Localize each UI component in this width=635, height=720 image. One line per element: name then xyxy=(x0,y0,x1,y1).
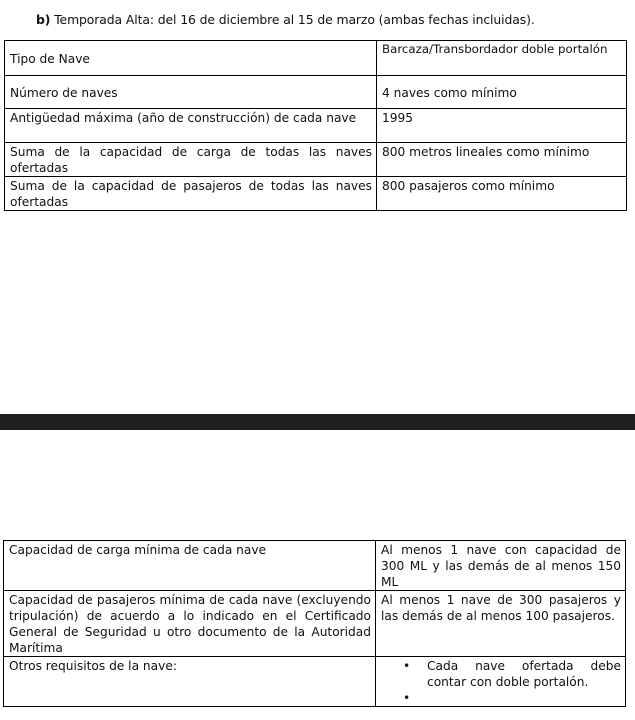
row-label: Otros requisitos de la nave: xyxy=(4,657,376,707)
table-row xyxy=(5,177,627,211)
table-row xyxy=(5,109,627,143)
row-label: Tipo de Nave xyxy=(5,41,377,76)
row-label: Capacidad de carga mínima de cada nave xyxy=(4,541,376,591)
page-separator-band xyxy=(0,414,635,430)
table-row xyxy=(4,541,626,591)
row-value: Barcaza/Transbordador doble portalón xyxy=(377,41,627,76)
other-requirements-list xyxy=(381,658,621,706)
row-value: Al menos 1 nave con capacidad de 300 ML y las demás de al menos 150 ML xyxy=(376,541,626,591)
row-value: Al menos 1 nave de 300 pasajeros y las demás de al menos 100 pasajeros. xyxy=(376,591,626,657)
row-label: Número de naves xyxy=(5,76,377,109)
list-item xyxy=(403,658,621,690)
list-item-text: Cada nave ofertada debe contar con doble portalón. xyxy=(427,659,621,689)
table-row xyxy=(5,41,627,76)
bullet-icon: • xyxy=(403,659,411,673)
row-value: 4 naves como mínimo xyxy=(377,76,627,109)
high-season-requirements-table xyxy=(4,40,627,211)
row-value: 800 pasajeros como mínimo xyxy=(377,177,627,211)
table-row xyxy=(4,657,626,707)
row-label: Suma de la capacidad de pasajeros de todas las naves ofertadas xyxy=(5,177,377,211)
bullet-icon: • xyxy=(403,691,411,705)
table-row xyxy=(5,76,627,109)
row-label: Suma de la capacidad de carga de todas las naves ofertadas xyxy=(5,143,377,177)
table-row xyxy=(5,143,627,177)
row-label: Antigüedad máxima (año de construcción) de cada nave xyxy=(5,109,377,143)
table-row xyxy=(4,591,626,657)
section-label: b) xyxy=(36,12,51,27)
section-title: Temporada Alta: del 16 de diciembre al 15 de marzo (ambas fechas incluidas). xyxy=(54,12,535,27)
row-value: 800 metros lineales como mínimo xyxy=(377,143,627,177)
list-item xyxy=(403,690,621,706)
vessel-capacity-table xyxy=(3,540,626,707)
row-value: 1995 xyxy=(377,109,627,143)
row-label: Capacidad de pasajeros mínima de cada nave (excluyendo tripulación) de acuerdo a lo indicado en el Certificado General de Seguridad u otro documento de la Autoridad Marítima xyxy=(4,591,376,657)
row-value xyxy=(376,657,626,707)
section-heading xyxy=(36,12,535,27)
